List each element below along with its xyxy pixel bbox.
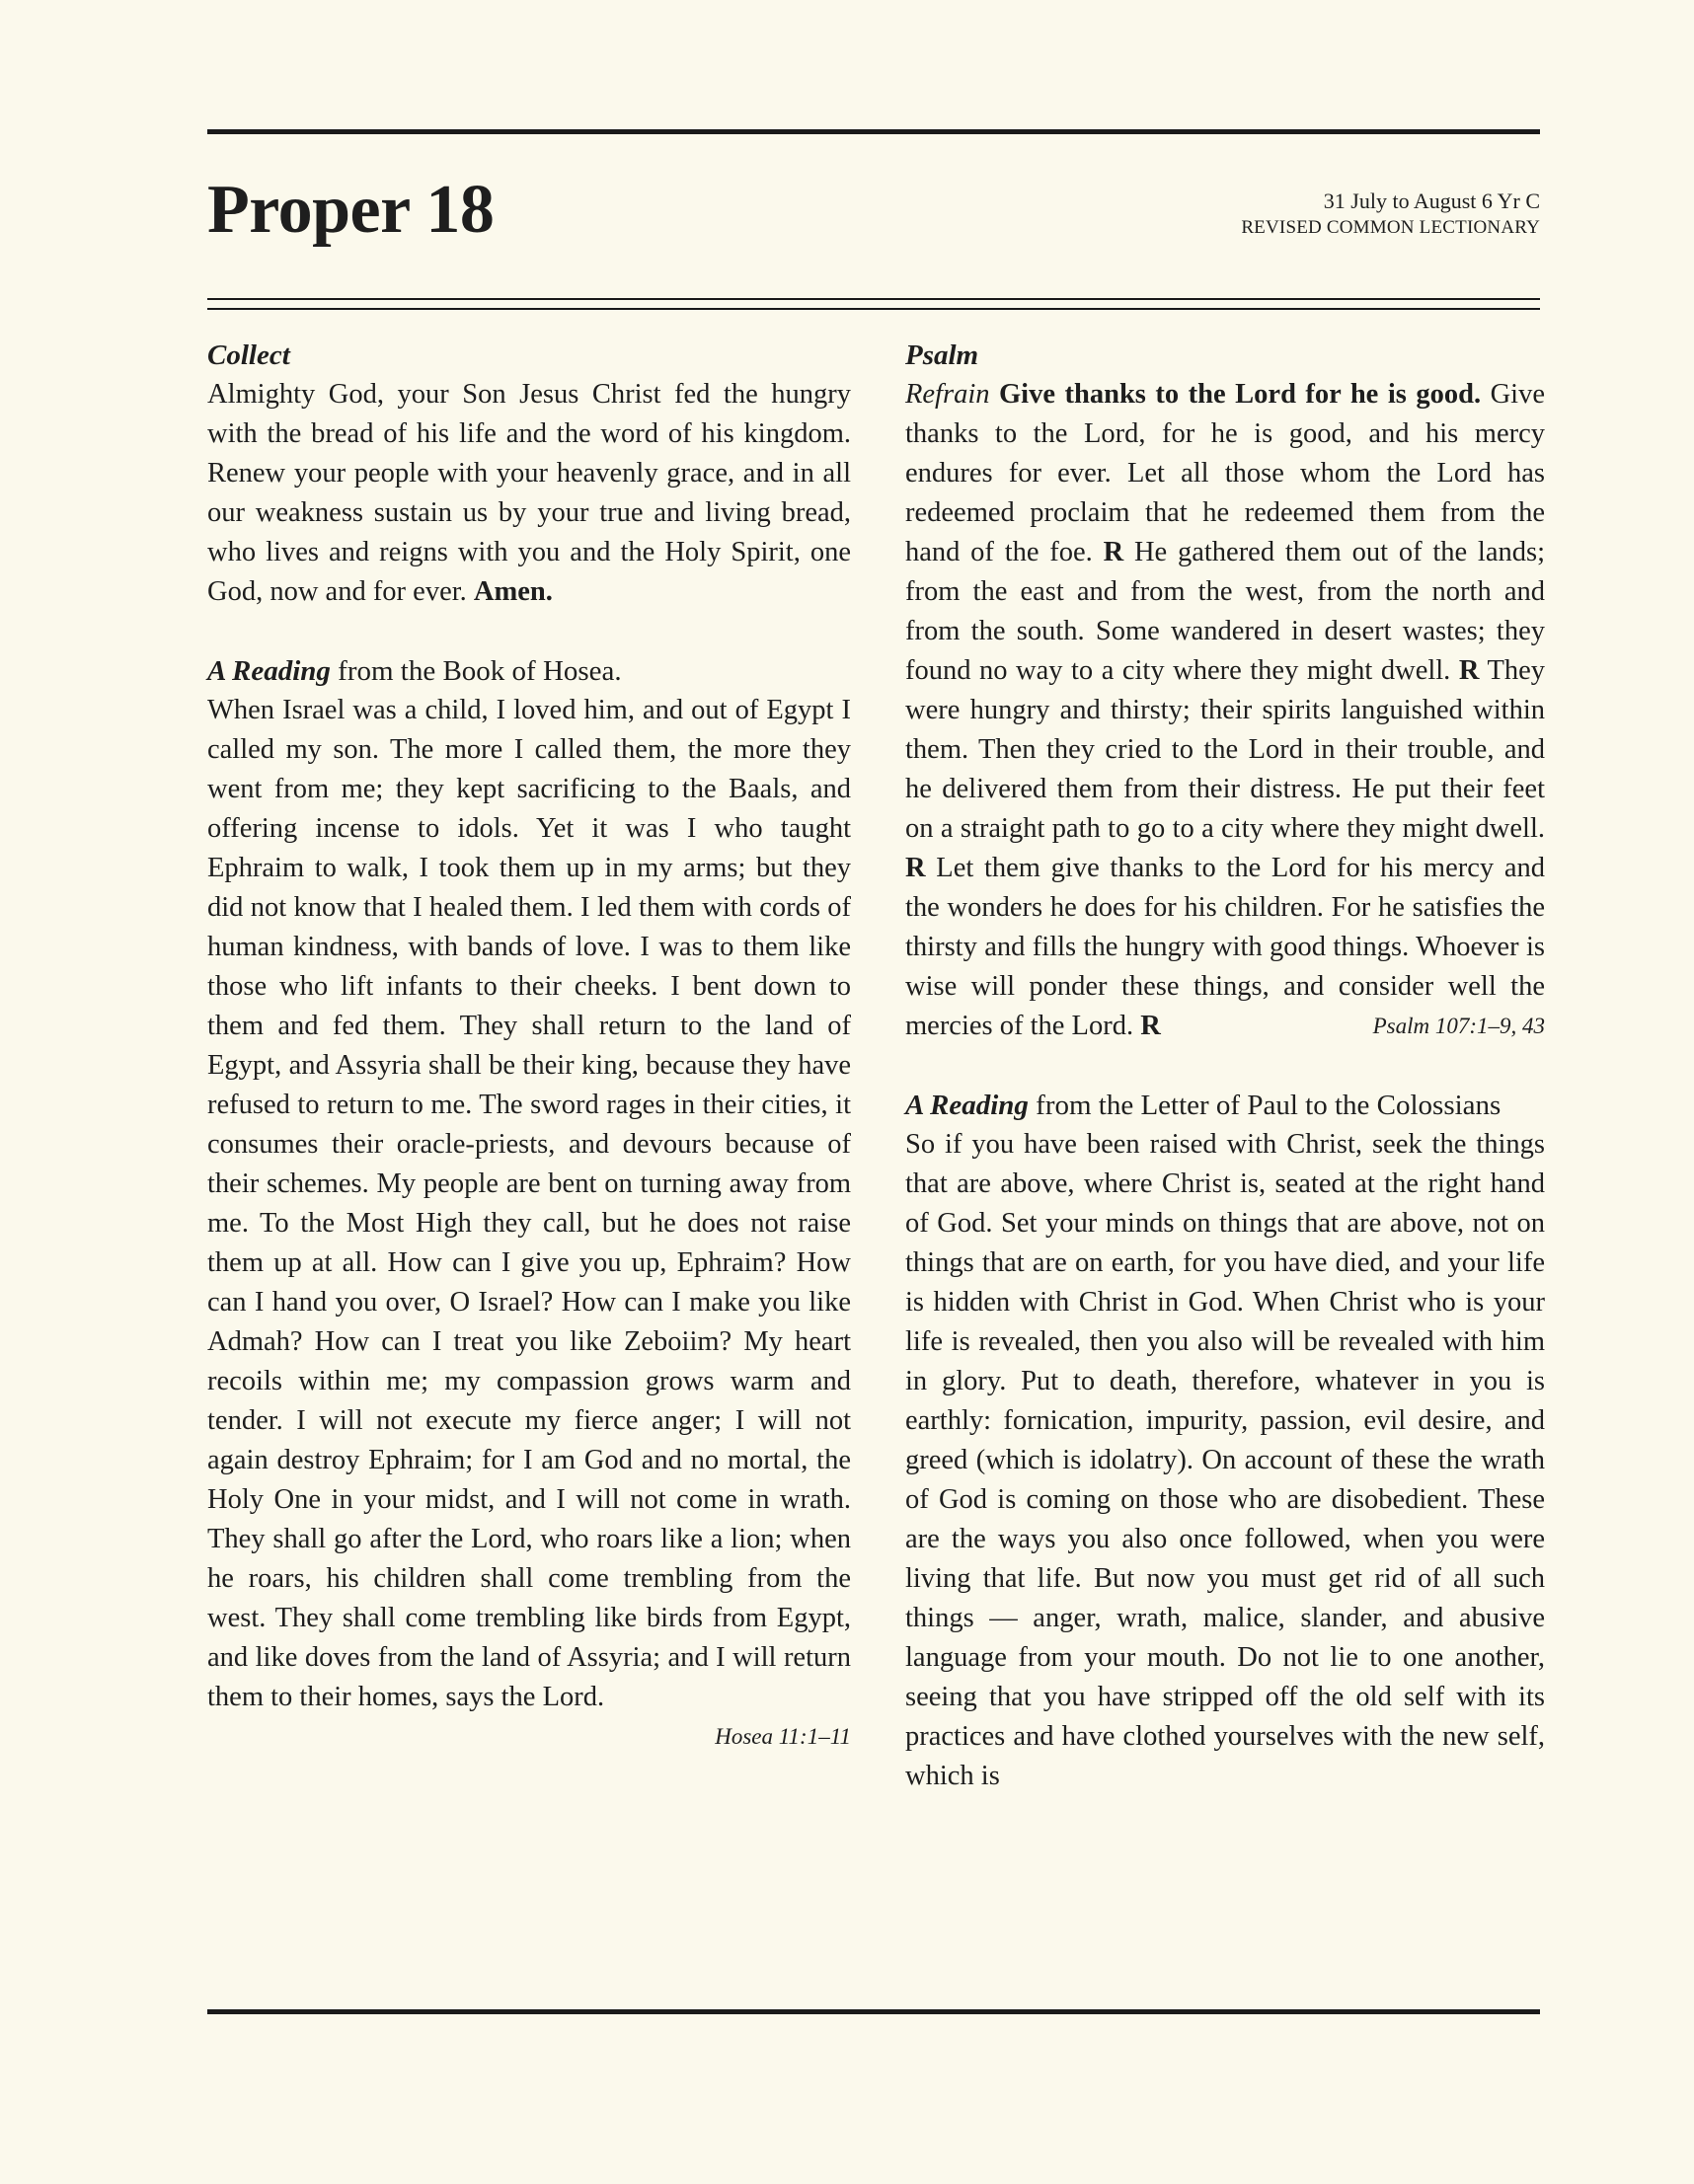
psalm-part-4: Let them give thanks to the Lord for his mercy and the wonders he does for his children. For he satisfies the thirsty and fills the hungry with good things. Whoever is wise will ponder these things, and consider well the mercies of the Lord. xyxy=(905,853,1545,1041)
left-column xyxy=(207,336,851,1757)
lectionary-label: REVISED COMMON LECTIONARY xyxy=(1241,217,1540,238)
collect-amen: Amen. xyxy=(473,576,553,607)
refrain-marker: R xyxy=(1458,655,1480,686)
refrain-marker: R xyxy=(905,853,926,883)
right-column xyxy=(905,336,1545,1796)
second-reading-text: So if you have been raised with Christ, seek the things that are above, where Christ is, seated at the right hand of God. Set your minds on things that are above, not on things that are on earth, for you have died, and your life is hidden with Christ in God. When Christ who is your life is revealed, then you also will be revealed with him in glory. Put to death, therefore, whatever in you is earthly: fornication, impurity, passion, evil desire, and greed (which is idolatry). On account of these the wrath of God is coming on those who are disobedient. These are the ways you also once followed, when you were living that life. But now you must get rid of all such things — anger, wrath, malice, slander, and abusive language from your mouth. Do not lie to one another, seeing that you have stripped off the old self with its practices and have clothed yourselves with the new self, which is xyxy=(905,1129,1545,1791)
collect-heading: Collect xyxy=(207,339,290,371)
header-meta xyxy=(1241,188,1540,241)
psalm-text xyxy=(905,375,1545,1046)
psalm-refrain xyxy=(905,379,1481,410)
header-rule-upper xyxy=(207,298,1540,300)
second-reading-label: A Reading xyxy=(905,1090,1029,1121)
page-title: Proper 18 xyxy=(207,172,495,248)
first-reading-source: from the Book of Hosea. xyxy=(338,655,622,687)
date-range: 31 July to August 6 Yr C xyxy=(1323,188,1540,213)
refrain-text: Give thanks to the Lord for he is good. xyxy=(999,379,1482,410)
top-rule xyxy=(207,129,1540,134)
first-reading-text: When Israel was a child, I loved him, and out of Egypt I called my son. The more I called them, the more they went from me; they kept sacrificing to the Baals, and offering incense to idols. Yet it was I who taught Ephraim to walk, I took them up in my arms; but they did not know that I healed them. I led them with cords of human kindness, with bands of love. I was to them like those who lift infants to their cheeks. I bent down to them and fed them. They shall return to the land of Egypt, and Assyria shall be their king, because they have refused to return to me. The sword rages in their cities, it consumes their oracle-priests, and devours because of their schemes. My people are bent on turning away from me. To the Most High they call, but he does not raise them up at all. How can I give you up, Ephraim? How can I hand you over, O Israel? How can I make you like Admah? How can I treat you like Zeboiim? My heart recoils within me; my compassion grows warm and tender. I will not execute my fierce anger; I will not again destroy Ephraim; for I am God and no mortal, the Holy One in your midst, and I will not come in wrath. They shall go after the Lord, who roars like a lion; when he roars, his children shall come trembling from the west. They shall come trembling like birds from Egypt, and like doves from the land of Assyria; and I will return them to their homes, says the Lord. xyxy=(207,695,851,1712)
refrain-marker: R xyxy=(1103,537,1124,567)
psalm-part-1: Give thanks to the Lord, for he is good, and his mercy endures for ever. Let all those whom the Lord has redeemed proclaim that he redeemed them from the hand of the foe. xyxy=(905,379,1545,567)
bottom-rule xyxy=(207,2009,1540,2014)
psalm-part-2: He gathered them out of the lands; from the east and from the west, from the north and from the south. Some wandered in desert wastes; they found no way to a city where they might dwell. xyxy=(905,537,1546,686)
psalm-heading: Psalm xyxy=(905,339,979,371)
collect-body: Almighty God, your Son Jesus Christ fed the hungry with the bread of his life and the word of his kingdom. Renew your people with your heavenly grace, and in all our weakness sustain us by your true and living bread, who lives and reigns with you and the Holy Spirit, one God, now and for ever. xyxy=(207,379,851,607)
second-reading-source: from the Letter of Paul to the Colossians xyxy=(1036,1090,1502,1121)
refrain-label: Refrain xyxy=(905,379,990,410)
collect-text xyxy=(207,375,851,612)
refrain-marker: R xyxy=(1140,1011,1161,1041)
first-reading-label: A Reading xyxy=(207,655,331,687)
psalm-citation: Psalm 107:1–9, 43 xyxy=(1372,1014,1545,1038)
first-reading-heading xyxy=(207,651,851,691)
first-reading-citation: Hosea 11:1–11 xyxy=(715,1724,851,1749)
second-reading-heading xyxy=(905,1086,1545,1125)
psalm-part-3: They were hungry and thirsty; their spirits languished within them. Then they cried to the Lord in their trouble, and he delivered them from their distress. He put their feet on a straight path to go to a city where they might dwell. xyxy=(905,655,1545,844)
header-rule-lower xyxy=(207,308,1540,310)
